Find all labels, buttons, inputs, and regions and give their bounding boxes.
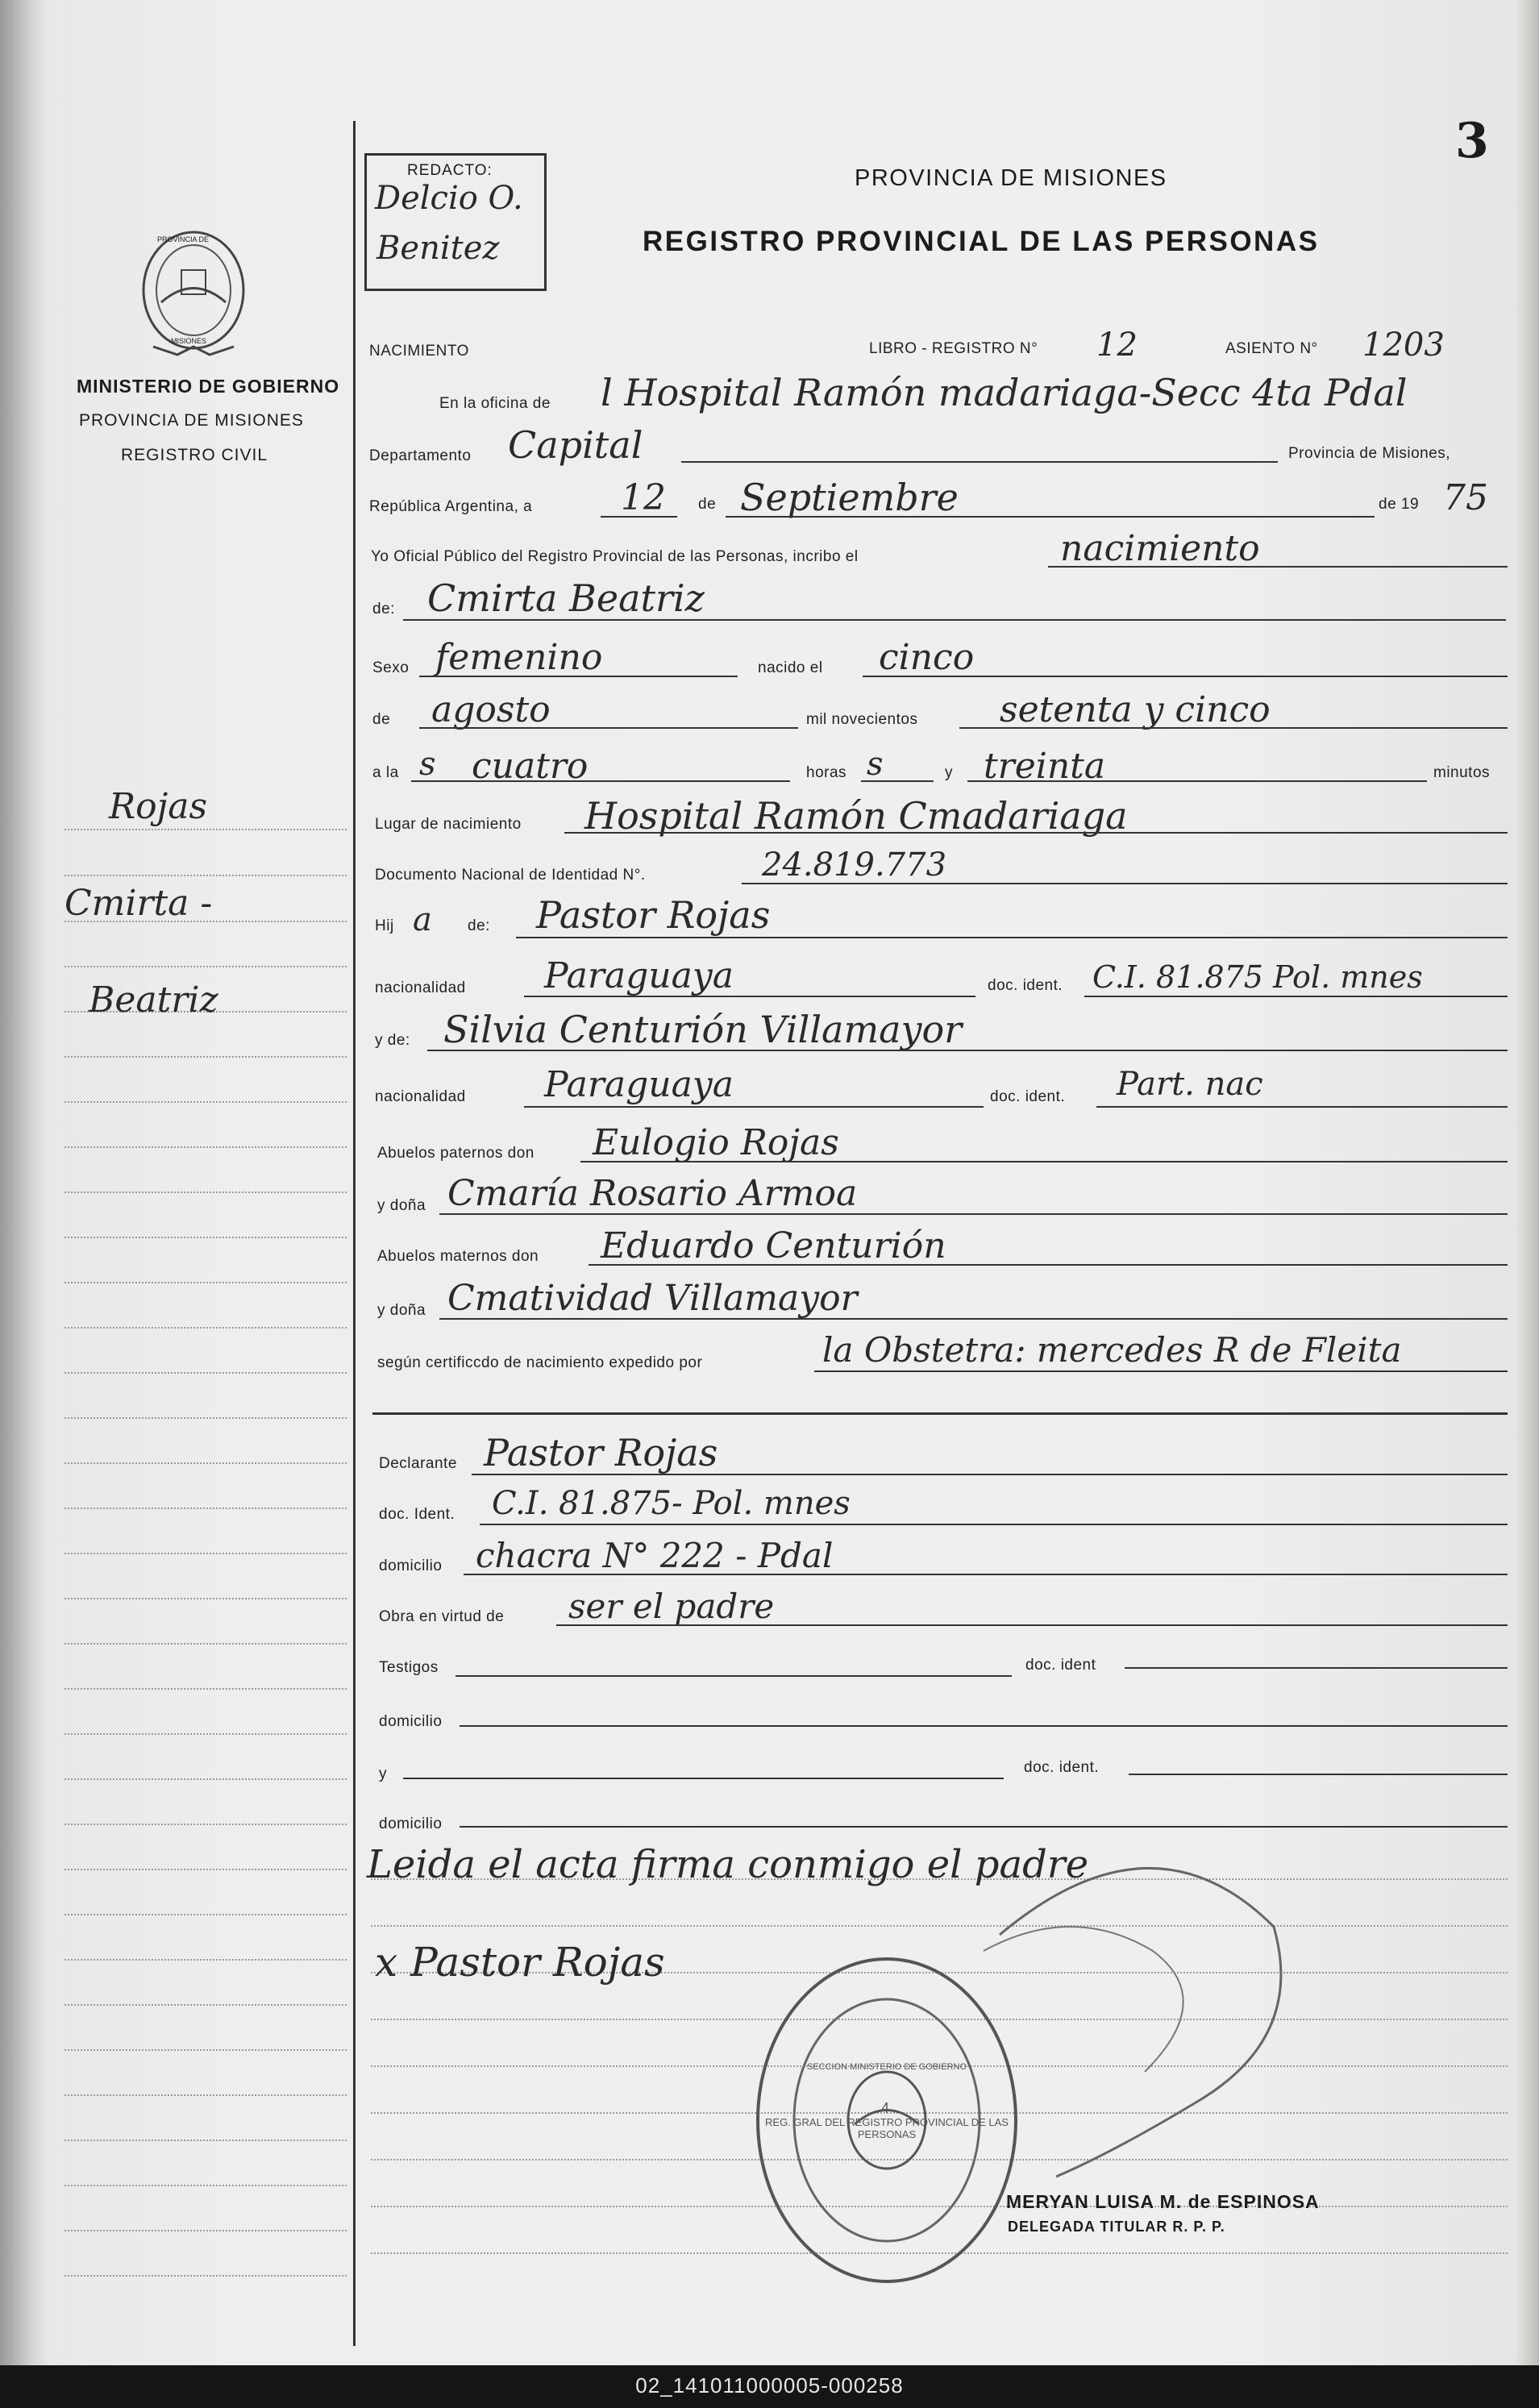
oficina-value: l Hospital Ramón madariaga-Secc 4ta Pdal	[601, 371, 1408, 414]
de-nombre-label: de:	[372, 601, 395, 618]
signatory-title: DELEGADA TITULAR R. P. P.	[1008, 2219, 1225, 2235]
madre-value: Silvia Centurión Villamayor	[443, 1008, 963, 1051]
horas-plural-suffix: s	[867, 746, 884, 783]
declarante-value: Pastor Rojas	[484, 1431, 718, 1474]
domicilio-declarante-value: chacra N° 222 - Pdal	[476, 1536, 834, 1575]
abuelo-materno-value: Eduardo Centurión	[601, 1225, 946, 1266]
obra-value: ser el padre	[568, 1587, 775, 1626]
a-las-suffix: s	[419, 746, 436, 783]
hijo-label: Hij	[375, 917, 394, 934]
doc-testigo-2-line	[1129, 1774, 1508, 1775]
doc-padre-line	[1084, 996, 1508, 997]
province-heading: PROVINCIA DE MISIONES	[855, 165, 1167, 191]
stamp-center-text: 4	[881, 2100, 890, 2116]
y-dona-materna-label: y doña	[377, 1302, 426, 1319]
sexo-value: femenino	[435, 637, 603, 678]
abuela-materna-line	[439, 1318, 1508, 1320]
certificado-line	[814, 1370, 1508, 1372]
sexo-line	[419, 676, 738, 677]
doc-ident-testigo-2-label: doc. ident.	[1024, 1759, 1100, 1776]
declarant-signature: x Pastor Rojas	[375, 1939, 665, 1986]
y-label: y	[945, 764, 953, 781]
anio-nacimiento-line	[959, 727, 1508, 729]
mes-nacimiento-value: agosto	[431, 689, 551, 730]
y-de-label: y de:	[375, 1032, 410, 1049]
abuelos-maternos-label: Abuelos maternos don	[377, 1248, 539, 1265]
nombre-line	[403, 619, 1506, 621]
acto-line	[1048, 566, 1508, 568]
form-left-border	[353, 121, 356, 2346]
hijo-de-label: de:	[468, 917, 490, 934]
dia-value: 12	[621, 477, 666, 518]
de-mes-label: de	[372, 711, 391, 728]
stamp-inner-text: SECCION MINISTERIO DE GOBIERNO	[806, 2062, 967, 2072]
nacionalidad-padre-line	[524, 996, 975, 997]
nacionalidad-padre-value: Paraguaya	[544, 955, 734, 996]
oficina-label: En la oficina de	[439, 395, 551, 412]
a-las-label: a la	[372, 764, 399, 781]
obra-line	[556, 1624, 1508, 1626]
ministry-civil-registry: REGISTRO CIVIL	[121, 446, 268, 464]
minutos-line	[967, 780, 1427, 782]
binding-shadow	[0, 0, 48, 2365]
dni-value: 24.819.773	[762, 846, 947, 884]
nacido-value: cinco	[879, 637, 975, 678]
madre-line	[427, 1050, 1508, 1051]
anio-value: 75	[1443, 477, 1488, 518]
ministry-province: PROVINCIA DE MISIONES	[79, 411, 304, 430]
section-divider	[372, 1412, 1508, 1415]
departamento-value: Capital	[508, 423, 643, 467]
abuelo-materno-line	[589, 1264, 1508, 1266]
asiento-value: 1203	[1362, 326, 1445, 364]
domicilio-testigo-1-label: domicilio	[379, 1713, 443, 1730]
doc-ident-madre-label: doc. ident.	[990, 1088, 1066, 1105]
declarante-label: Declarante	[379, 1455, 457, 1472]
testigo-2-line	[403, 1778, 1004, 1779]
mes-value: Septiembre	[740, 476, 959, 519]
doc-ident-padre-label: doc. ident.	[988, 977, 1063, 994]
obra-label: Obra en virtud de	[379, 1608, 505, 1625]
margin-note-middle-name: Beatriz	[89, 979, 218, 1021]
domicilio-testigo-2-line	[460, 1826, 1508, 1828]
abuela-materna-value: Cmatividad Villamayor	[447, 1278, 858, 1319]
doc-ident-declarante-label: doc. Ident.	[379, 1506, 455, 1523]
libro-value: 12	[1096, 326, 1138, 364]
archive-code-bar	[0, 2365, 1539, 2408]
sexo-label: Sexo	[372, 659, 410, 676]
yo-oficial-label: Yo Oficial Público del Registro Provincial de las Personas, incribo el	[371, 548, 859, 565]
mes-nacimiento-line	[419, 727, 798, 729]
lectura-note: Leida el acta firma conmigo el padre	[367, 1842, 1089, 1887]
horas-suffix-line	[861, 780, 934, 782]
doc-declarante-line	[480, 1524, 1508, 1525]
domicilio-testigo-2-label: domicilio	[379, 1815, 443, 1832]
nacimiento-label: NACIMIENTO	[369, 343, 469, 360]
lugar-label: Lugar de nacimiento	[375, 816, 522, 833]
padre-line	[516, 937, 1508, 938]
certificado-label: según certificcdo de nacimiento expedido por	[377, 1354, 703, 1371]
doc-madre-value: Part. nac	[1117, 1066, 1263, 1103]
nombre-value: Cmirta Beatriz	[427, 576, 705, 620]
departamento-line	[681, 461, 1278, 463]
doc-madre-line	[1096, 1106, 1508, 1108]
lugar-value: Hospital Ramón Cmadariaga	[584, 794, 1128, 838]
margin-note-first-name: Cmirta -	[64, 883, 213, 924]
horas-label: horas	[806, 764, 847, 781]
archive-code: 02_141011000005-000258	[635, 2373, 904, 2398]
libro-label: LIBRO - REGISTRO N°	[869, 340, 1038, 357]
departamento-label: Departamento	[369, 447, 472, 464]
domicilio-testigo-1-line	[460, 1725, 1508, 1727]
mes-line	[726, 516, 1375, 518]
ministry-title: MINISTERIO DE GOBIERNO	[77, 376, 340, 397]
mil-novecientos-label: mil novecientos	[806, 711, 918, 728]
republica-label: República Argentina, a	[369, 498, 533, 515]
lugar-line	[564, 832, 1508, 834]
doc-testigo-1-line	[1125, 1667, 1508, 1669]
nacionalidad-madre-label: nacionalidad	[375, 1088, 466, 1105]
anio-nacimiento-value: setenta y cinco	[1000, 689, 1271, 730]
nacionalidad-madre-line	[524, 1106, 984, 1108]
de-19-label: de 19	[1379, 496, 1420, 513]
declarante-line	[472, 1474, 1508, 1475]
padre-value: Pastor Rojas	[536, 893, 771, 937]
certificado-value: la Obstetra: mercedes R de Fleita	[822, 1330, 1402, 1370]
official-signature	[951, 1838, 1322, 2209]
domicilio-declarante-label: domicilio	[379, 1558, 443, 1574]
testigos-label: Testigos	[379, 1659, 439, 1676]
dia-line	[601, 516, 677, 518]
margin-note-surname: Rojas	[109, 786, 208, 827]
doc-padre-value: C.I. 81.875 Pol. mnes	[1092, 959, 1423, 995]
minutos-label: minutos	[1433, 764, 1491, 781]
de-label: de	[698, 496, 717, 513]
signatory-name: MERYAN LUISA M. de ESPINOSA	[1006, 2191, 1320, 2212]
y-dona-paterna-label: y doña	[377, 1197, 426, 1214]
abuelo-paterno-line	[580, 1161, 1508, 1162]
redacto-name: Delcio O.	[375, 180, 523, 217]
page-number: 3	[1455, 113, 1489, 169]
seal-bottom-text: MISIONES	[171, 337, 207, 345]
dni-line	[742, 883, 1508, 884]
nacido-line	[863, 676, 1508, 677]
domicilio-declarante-line	[464, 1574, 1508, 1575]
testigo-1-line	[455, 1675, 1012, 1677]
nacionalidad-madre-value: Paraguaya	[544, 1064, 734, 1105]
horas-value: cuatro	[472, 746, 589, 787]
registry-heading: REGISTRO PROVINCIAL DE LAS PERSONAS	[643, 226, 1320, 257]
y-testigo-label: y	[379, 1765, 387, 1782]
asiento-label: ASIENTO N°	[1225, 340, 1318, 357]
abuela-paterna-value: Cmaría Rosario Armoa	[447, 1173, 858, 1214]
hijo-suffix: a	[413, 901, 432, 938]
seal-top-text: PROVINCIA DE	[157, 235, 210, 243]
abuela-paterna-line	[439, 1213, 1508, 1215]
redacto-box	[364, 153, 547, 291]
doc-ident-testigo-1-label: doc. ident	[1025, 1657, 1096, 1674]
horas-line	[411, 780, 790, 782]
stamp-outer-text: REG. GRAL DEL REGISTRO PROVINCIAL DE LAS PERSONAS	[765, 2116, 1009, 2140]
acto-value: nacimiento	[1060, 528, 1260, 569]
minutos-value: treinta	[984, 746, 1106, 787]
redacto-label: REDACTO:	[407, 162, 493, 179]
redacto-surname: Benitez	[376, 230, 500, 267]
nacido-label: nacido el	[758, 659, 823, 676]
doc-declarante-value: C.I. 81.875- Pol. mnes	[492, 1485, 851, 1522]
nacionalidad-padre-label: nacionalidad	[375, 979, 466, 996]
dni-label: Documento Nacional de Identidad N°.	[375, 867, 646, 884]
abuelo-paterno-value: Eulogio Rojas	[593, 1122, 839, 1163]
provincia-suffix: Provincia de Misiones,	[1288, 445, 1451, 462]
abuelos-paternos-label: Abuelos paternos don	[377, 1145, 534, 1162]
